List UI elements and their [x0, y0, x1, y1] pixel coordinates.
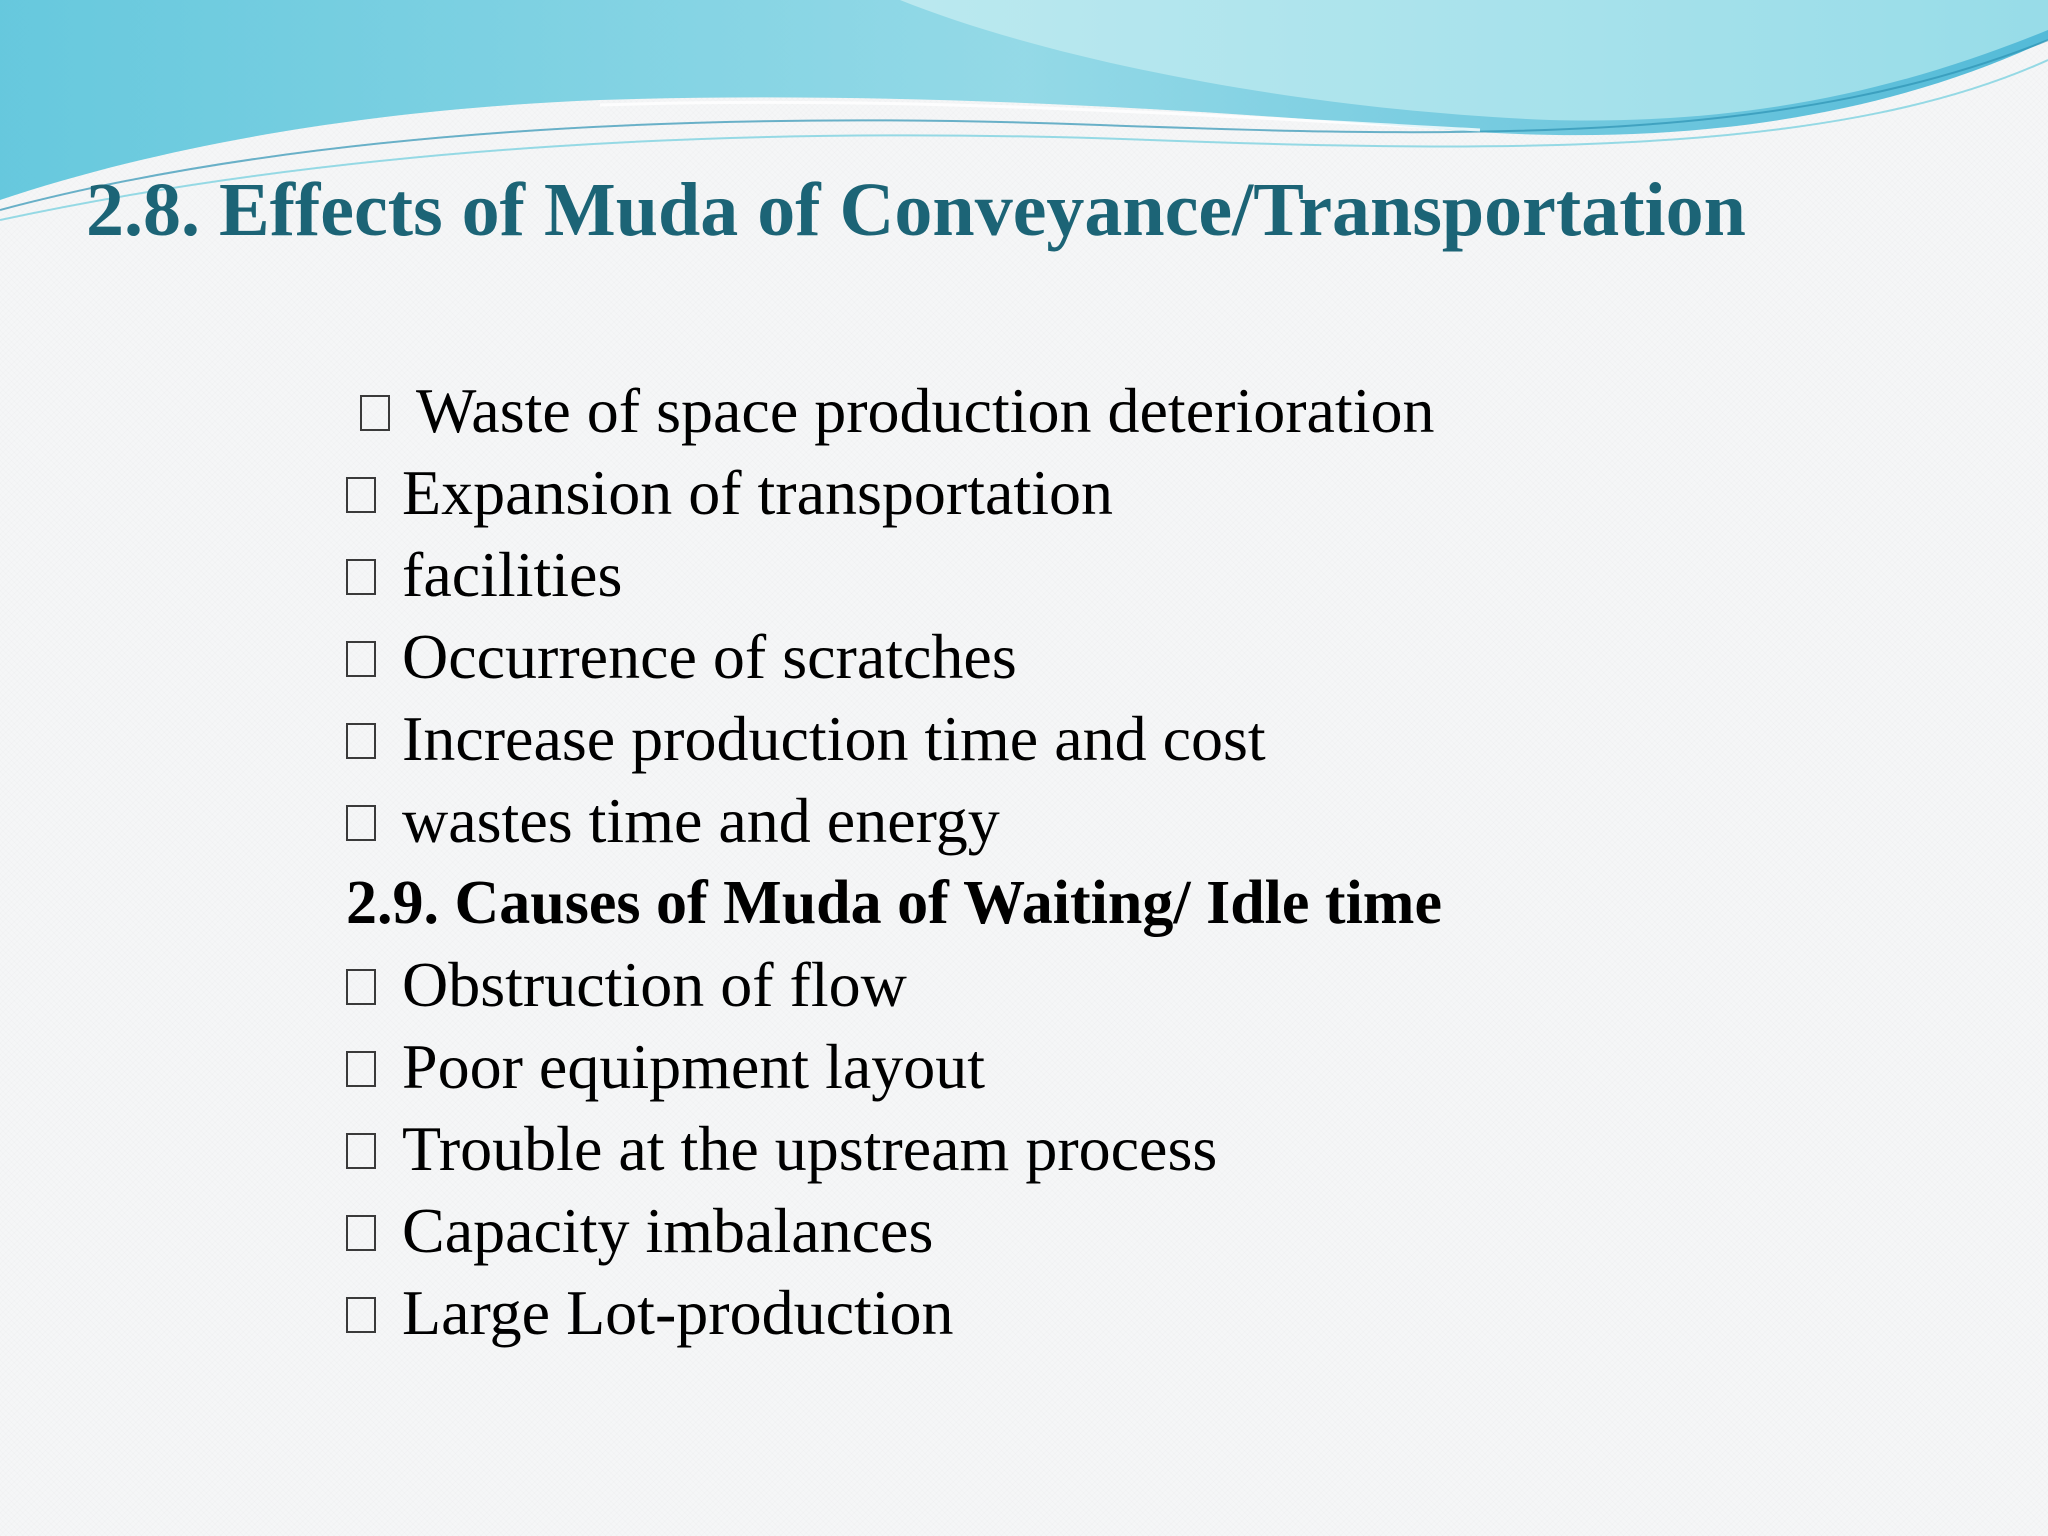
- box-glyph-icon: [346, 1215, 376, 1251]
- list-item-text: Trouble at the upstream process: [402, 1113, 1218, 1184]
- list-item-text: Expansion of transportation: [402, 457, 1113, 528]
- list-item-text: Obstruction of flow: [402, 949, 907, 1020]
- list-item: [346, 1190, 1966, 1272]
- list-item: [346, 616, 1966, 698]
- list-item: [346, 698, 1966, 780]
- box-glyph-icon: [346, 641, 376, 677]
- list-item: [346, 534, 1966, 616]
- list-item-text: Poor equipment layout: [402, 1031, 986, 1102]
- slide-title: 2.8. Effects of Muda of Conveyance/Transportation: [86, 168, 1746, 252]
- list-item: [346, 944, 1966, 1026]
- box-glyph-icon: [346, 1051, 376, 1087]
- list-item: [346, 1108, 1966, 1190]
- box-glyph-icon: [346, 805, 376, 841]
- box-glyph-icon: [346, 559, 376, 595]
- box-glyph-icon: [346, 1133, 376, 1169]
- list-item-text: Occurrence of scratches: [402, 621, 1017, 692]
- list-item-text: wastes time and energy: [402, 785, 1000, 856]
- list-item: [346, 1272, 1966, 1354]
- box-glyph-icon: [346, 477, 376, 513]
- list-item-text: Increase production time and cost: [402, 703, 1266, 774]
- list-item-text: Large Lot-production: [402, 1277, 954, 1348]
- list-item-text: Waste of space production deterioration: [416, 375, 1435, 446]
- box-glyph-icon: [346, 969, 376, 1005]
- section-subheading: 2.9. Causes of Muda of Waiting/ Idle time: [346, 869, 1442, 937]
- list-item-text: facilities: [402, 539, 623, 610]
- list-item-text: Capacity imbalances: [402, 1195, 934, 1266]
- slide-body: [346, 370, 1966, 1354]
- list-item: [346, 1026, 1966, 1108]
- list-item: [346, 370, 1966, 452]
- box-glyph-icon: [346, 723, 376, 759]
- box-glyph-icon: [346, 1297, 376, 1333]
- list-item: [346, 780, 1966, 862]
- box-glyph-icon: [360, 395, 390, 431]
- list-item: [346, 452, 1966, 534]
